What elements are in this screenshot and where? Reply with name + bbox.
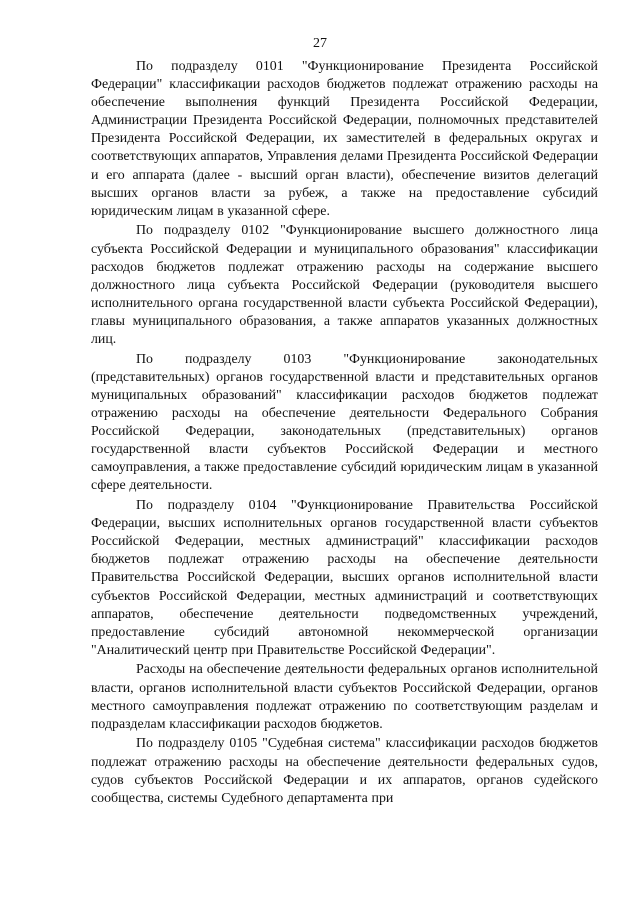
paragraph-subsection-0105: По подразделу 0105 "Судебная система" классификации расходов бюджетов подлежат отражению расходы на обеспечение деятельности федеральных судов, судов субъектов Российской Федерации и их аппаратов, органов судейского сообщества, системы Судебного департамента при bbox=[91, 736, 598, 806]
document-body bbox=[91, 58, 598, 809]
paragraph-subsection-0101: По подразделу 0101 "Функционирование Президента Российской Федерации" классификации расходов бюджетов подлежат отражению расходы на обеспечение выполнения функций Президента Российской Федерации, Администрации Президента Российской Федерации, полномочных представителей Президента Российской Федерации, их заместителей в федеральных округах и соответствующих аппаратов, Управления делами Президента Российской Федерации и его аппарата (далее - высший орган власти), обеспечение визитов делегаций высших органов власти за рубеж, а также на предоставление субсидий юридическим лицам в указанной сфере. bbox=[91, 59, 598, 219]
paragraph-subsection-0102: По подразделу 0102 "Функционирование высшего должностного лица субъекта Российской Федерации и муниципального образования" классификации расходов бюджетов подлежат отражению расходы на содержание высшего должностного лица субъекта Российской Федерации (руководителя высшего исполнительного органа государственной власти субъекта Российской Федерации), главы муниципального образования, а также аппаратов указанных должностных лиц. bbox=[91, 223, 598, 347]
paragraph-expenses-note: Расходы на обеспечение деятельности федеральных органов исполнительной власти, органов исполнительной власти субъектов Российской Федерации, органов местного самоуправления подлежат отражению по соответствующим разделам и подразделам классификации расходов бюджетов. bbox=[91, 662, 598, 732]
page-number: 27 bbox=[313, 36, 327, 51]
paragraph-subsection-0104: По подразделу 0104 "Функционирование Правительства Российской Федерации, высших исполнительных органов государственной власти субъектов Российской Федерации, местных администраций" классификации расходов бюджетов подлежат отражению расходы на обеспечение деятельности Правительства Российской Федерации, высших органов исполнительной власти субъектов Российской Федерации, местных администраций и соответствующих аппаратов, обеспечение деятельности подведомственных учреждений, предоставление субсидий автономной некоммерческой организации "Аналитический центр при Правительстве Российской Федерации". bbox=[91, 498, 598, 658]
paragraph-subsection-0103: По подразделу 0103 "Функционирование законодательных (представительных) органов государственной власти и представительных органов муниципальных образований" классификации расходов бюджетов подлежат отражению расходы на обеспечение деятельности Федерального Собрания Российской Федерации, законодательных (представительных) органов государственной власти субъектов Российской Федерации и местного самоуправления, а также предоставление субсидий юридическим лицам в указанной сфере деятельности. bbox=[91, 351, 598, 494]
